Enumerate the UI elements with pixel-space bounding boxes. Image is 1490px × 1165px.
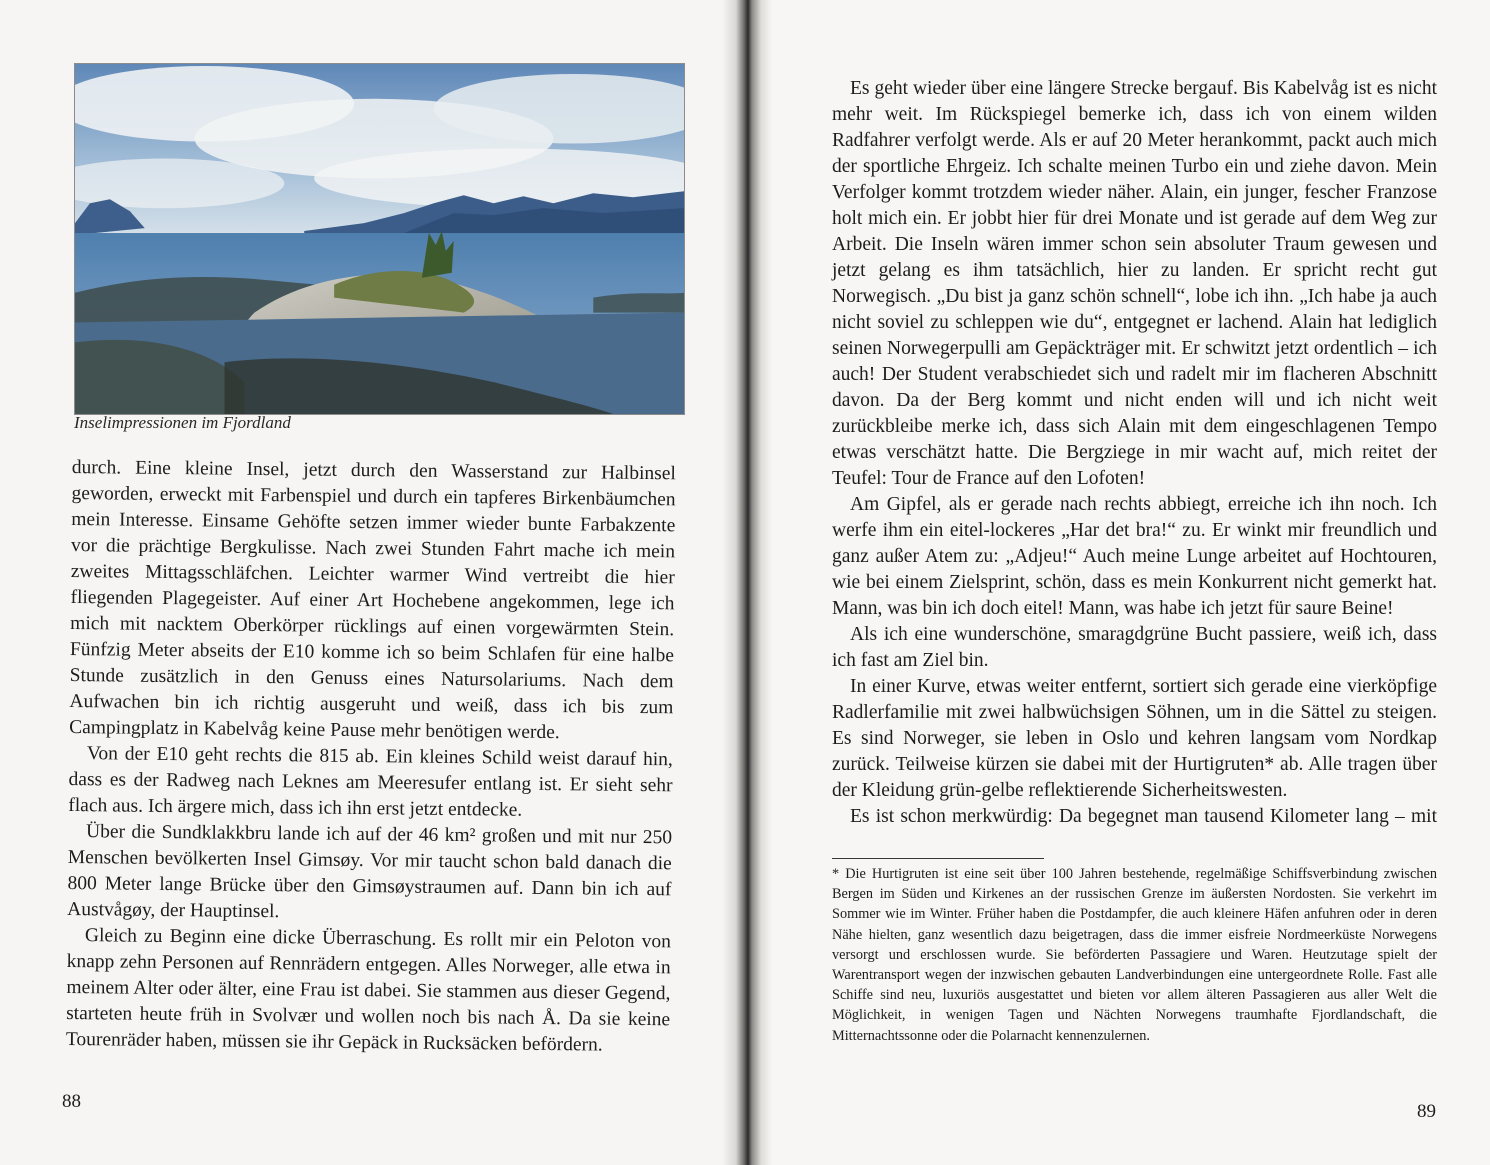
- book-spine-gutter: [722, 0, 772, 1165]
- right-page: [752, 0, 1490, 1165]
- paragraph: Es geht wieder über eine längere Strecke bergauf. Bis Kabelvåg ist es nicht mehr weit. Im Rückspiegel bemerke ich, dass ich von einem wilden Radfahrer verfolgt werde. Als er auf 20 Meter herankommt, packt auch mich der sportliche Ehrgeiz. Ich schalte meinen Turbo ein und ziehe davon. Mein Verfolger kommt trotzdem wieder näher. Alain, ein junger, fescher Franzose holt mich ein. Er jobbt hier für drei Monate und ist gerade auf dem Weg zur Arbeit. Die Inseln wären immer schon sein absoluter Traum gewesen und jetzt gelang es ihm tatsächlich, hier zu landen. Er spricht recht gut Norwegisch. „Du bist ja ganz schön schnell“, lobe ich ihn. „Ich habe ja auch nicht soviel zu schleppen wie du“, entgegnet er lachend. Alain hat lediglich seinen Norwegerpulli am Gepäckträger mit. Er schwitzt jetzt ordentlich – ich auch! Der Student verabschiedet sich und radelt mir im flacheren Abschnitt davon. Da der Berg kommt und nicht enden will und ich nicht weit zurückbleibe merke ich, dass sich Alain mit dem eingeschlagenen Tempo etwas verschätzt hatte. Die Bergziege in mir wacht auf, mich reitet der Teufel: Tour de France auf den Lofoten!: [832, 78, 1437, 489]
- paragraph: Es ist schon merkwürdig: Da begegnet man tausend Kilometer lang – mit: [850, 806, 1437, 827]
- paragraph: Von der E10 geht rechts die 815 ab. Ein kleines Schild weist darauf hin, dass es der Radweg nach Leknes am Meeresufer entlang ist. Er sieht sehr flach aus. Ich ärgere mich, dass ich ihn erst jetzt entdecke.: [68, 743, 673, 821]
- paragraph: Als ich eine wunderschöne, smaragdgrüne Bucht passiere, weiß ich, dass ich fast am Ziel bin.: [832, 624, 1437, 671]
- fjord-island-photo: [74, 63, 685, 415]
- footnote: * Die Hurtigruten ist eine seit über 100 Jahren bestehende, regelmäßige Schiffsverbindung zwischen Bergen im Süden und Kirkenes an der russischen Grenze im äußersten Nordosten. Sie verkehrt im Sommer wie im Winter. Früher haben die Postdampfer, die auch kleinere Häfen anfuhren oder in deren Nähe hielten, ganz wesentlich dazu beigetragen, dass die immer eisfreie Nordmeerküste Norwegens versorgt und erschlossen wurde. Sie beförderten Passagiere und Waren. Heutzutage spielt der Warentransport wegen der inzwischen gebauten Landverbindungen eine untergeordnete Rolle. Fast alle Schiffe sind neu, luxuriös ausgestattet und bieten vor allem älteren Passagieren aus aller Welt die Möglichkeit, in wenigen Tagen und Nächten Norwegens traumhafte Fjordlandschaft, die Mitternachtssonne oder die Polarnacht kennenzulernen.: [832, 866, 1437, 1044]
- footnote-divider: [832, 858, 1044, 859]
- paragraph: Gleich zu Beginn eine dicke Überraschung. Es rollt mir ein Peloton von knapp zehn Personen auf Rennrädern entgegen. Alles Norweger, alle etwa in meinem Alter oder älter, eine Frau ist dabei. Sie stammen aus dieser Gegend, starteten heute früh in Svolvær und wollen noch bis nach Å. Da sie keine Tourenräder haben, müssen sie ihr Gepäck in Rucksäcken befördern.: [65, 925, 672, 1056]
- paragraph: Über die Sundklakkbru lande ich auf der 46 km² großen und mit nur 250 Menschen bevölkerten Insel Gimsøy. Vor mir taucht schon bald danach die 800 Meter lange Brücke über den Gimsøystraumen auf. Dann bin ich auf Austvågøy, der Hauptinsel.: [67, 821, 673, 923]
- paragraph: In einer Kurve, etwas weiter entfernt, sortiert sich gerade eine vierköpfige Radlerfamilie mit zwei halbwüchsigen Söhnen, um in die Sättel zu steigen. Es sind Norweger, sie leben in Oslo und kehren langsam vom Nordkap zurück. Teilweise kürzen sie dabei mit der Hurtigruten* ab. Alle tragen über der Kleidung grün-gelbe reflektierende Sicherheitswesten.: [832, 676, 1437, 801]
- fjord-island-photo-illustration: [75, 64, 684, 414]
- left-page: [0, 0, 742, 1165]
- paragraph: durch. Eine kleine Insel, jetzt durch den Wasserstand zur Halbinsel geworden, erweckt mit Farbenspiel und durch ein tapferes Birkenbäumchen mein Interesse. Einsame Gehöfte setzen immer wieder bunte Farbakzente vor die prächtige Bergkulisse. Nach zwei Stunden Fahrt mache ich mein zweites Mittagsschläfchen. Leichter warmer Wind vertreibt die hier fliegenden Plagegeister. Auf einer Art Hochebene angekommen, lege ich mich mit nacktem Oberkörper rücklings auf einen vorgewärmten Stein. Fünfzig Meter abseits der E10 komme ich so beim Schlafen für eine halbe Stunde zusätzlich in den Genuss eines Natursolariums. Nach dem Aufwachen bin ich richtig ausgeruht und weiß, dass ich bis zum Campingplatz in Kabelvåg keine Pause mehr benötigen werde.: [69, 456, 676, 744]
- photo-caption: Inselimpressionen im Fjordland: [74, 413, 291, 432]
- right-page-body: [832, 76, 1437, 830]
- page-number-right: 89: [1417, 1101, 1436, 1122]
- left-page-body: [66, 455, 676, 1059]
- paragraph: Am Gipfel, als er gerade nach rechts abbiegt, erreiche ich ihn noch. Ich werfe ihm ein eitel-lockeres „Har det bra!“ zu. Er winkt mir freundlich und ganz außer Atem zu: „Adjeu!“ Auch meine Lunge arbeitet auf Hochtouren, wie bei einem Zielsprint, schön, dass es mein Konkurrent nicht gemerkt hat. Mann, was bin ich doch eitel! Mann, was habe ich jetzt für saure Beine!: [832, 494, 1437, 619]
- page-number-left: 88: [62, 1091, 81, 1112]
